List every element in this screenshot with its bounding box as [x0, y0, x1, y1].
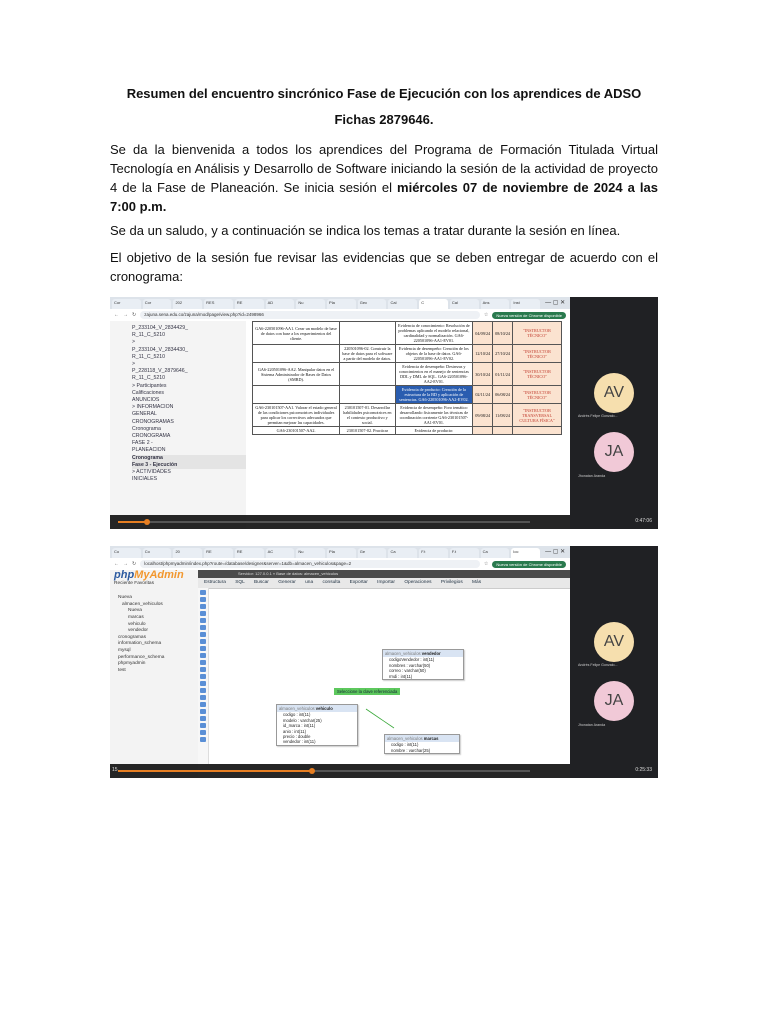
tree-item: performance_schema	[118, 654, 165, 660]
table-cell: Evidencia de desempeño: Foro temático desarrollando fisicamente las técnicas de coordinación corriente GA6-230101507-AA1-EV01.	[395, 404, 473, 427]
pma-tabs: Estructura SQL Buscar Generar una consulta Exportar Importar Operaciones Privilegios Más	[198, 578, 570, 589]
table-cell: GA6-220501096-AA1. Crear un modelo de base de datos con base a los requerimientos del cliente.	[253, 322, 340, 345]
table-cell: "INSTRUCTOR TÉCNICO"	[513, 345, 562, 363]
paragraph-welcome	[110, 140, 658, 216]
cronograma-table-area	[246, 321, 570, 529]
sidebar-item: PLANEACIÓN	[132, 447, 166, 454]
browser-tab: Ans	[481, 299, 510, 309]
browser-tab: Cor	[112, 299, 141, 309]
chrome-update-button: Nueva versión de Chrome disponible	[492, 312, 566, 319]
course-sidebar	[110, 321, 246, 529]
paragraph-welcome-text: Se da la bienvenida a todos los aprendices del Programa de Formación Titulada Virtual Tecnología en Análisis y Desarrollo de Software iniciando la sesión de la actividad de proyecto 4 de la Fase de Planeación. Se inicia sesión el	[110, 142, 658, 195]
participant-name: Jhonatan Aranda	[578, 474, 606, 478]
video-progress-knob	[144, 519, 150, 525]
video-progress	[118, 770, 530, 772]
table-column: codigo : int(11)	[283, 712, 311, 718]
sidebar-item: Cronograma	[132, 455, 246, 462]
sidebar-item: >	[132, 339, 136, 346]
pma-main	[198, 570, 570, 778]
tree-item: mysql	[118, 647, 131, 653]
table-cell	[253, 386, 340, 404]
video-progress-fill	[118, 770, 312, 772]
sidebar-item: Fase 3 - Ejecución	[132, 462, 246, 469]
sidebar-item: > INFORMACIÓN	[132, 404, 174, 411]
star-icon: ☆	[483, 561, 489, 567]
table-column: anio : int(11)	[283, 728, 306, 734]
browser-tab: Cal	[450, 299, 479, 309]
tree-item: vendedor	[128, 628, 149, 634]
browser-tab: 202	[173, 299, 202, 309]
sidebar-item: CRONOGRAMAS	[132, 418, 174, 425]
screenshot-phpmyadmin	[110, 546, 658, 778]
table-cell: 09/08/24	[473, 404, 493, 427]
table-cell	[340, 386, 395, 404]
participant-name: Jhonatan Aranda	[578, 723, 606, 727]
participants-panel	[570, 546, 658, 778]
breadcrumb: Servidor: 127.0.0.1 » Base de datos: almacen_vehiculos	[198, 570, 570, 578]
table-cell	[340, 322, 395, 345]
sidebar-item: P_228118_V_2879646_	[132, 368, 188, 375]
table-cell: "INSTRUCTOR TRANSVERSAL CULTURA FÍSICA"	[513, 404, 562, 427]
table-header	[383, 650, 463, 657]
sidebar-item: FASE 2 -	[132, 440, 153, 447]
table-name: marcas	[423, 736, 439, 741]
paragraph-objective: El objetivo de la sesión fue revisar las evidencias que se deben entregar de acuerdo con el cronograma:	[110, 250, 658, 284]
forward-icon: →	[123, 561, 128, 567]
browser-window	[110, 546, 570, 778]
table-vehiculo	[276, 704, 358, 746]
browser-window	[110, 297, 570, 529]
browser-tab: Co	[112, 548, 141, 558]
browser-tab: Gec	[358, 299, 387, 309]
avatar: JA	[594, 681, 634, 721]
table-column: modelo : varchar(25)	[283, 717, 322, 723]
table-cell: 01/11/24	[493, 363, 513, 386]
url-field: localhost/phpmyadmin/index.php?route=/database/designer&server=1&db=almacen_vehiculos&page=2	[140, 560, 480, 568]
video-time: 0:47:06	[635, 518, 652, 524]
table-name: vehiculo	[315, 706, 333, 711]
table-row	[253, 322, 562, 345]
table-marcas	[384, 734, 460, 754]
tree-item: almacen_vehiculos	[122, 601, 163, 607]
table-cell: Evidencia de desempeño: Destrezas y conocimientos en el manejo de sentencias DDL y DML de SQL. GA6-220501096-AA2-EV01.	[395, 363, 473, 386]
browser-tab: Ca	[481, 548, 510, 558]
tree-item: marcas	[128, 614, 144, 620]
table-column: rmdi : int(11)	[389, 673, 413, 679]
table-cell: 04/09/24	[473, 322, 493, 345]
sidebar-item: > ACTIVIDADES	[132, 469, 171, 476]
avatar: JA	[594, 432, 634, 472]
back-icon: ←	[114, 312, 119, 318]
reload-icon: ↻	[132, 561, 137, 567]
video-left-label: 15	[112, 767, 118, 773]
tree-item: cronogramas	[118, 634, 146, 640]
tooltip: Seleccione la clave referenciada	[334, 688, 400, 695]
table-row	[253, 386, 562, 404]
table-column: id_marca : int(11)	[283, 723, 316, 729]
tree-item: test	[118, 667, 126, 673]
table-cell: Evidencia de conocimiento: Resolución de problemas aplicando el modelo relacional, cardinalidad y normalización. GA6-220501096-AA1-EV01.	[395, 322, 473, 345]
table-column: correo : varchar(50)	[389, 668, 426, 674]
sidebar-item: > Participantes	[132, 382, 167, 389]
table-cell: 230101507-01. Desarrollar habilidades psicomotrices en el contexto productivo y social.	[340, 404, 395, 427]
browser-tab: F.t	[450, 548, 479, 558]
tree-item: information_schema	[118, 641, 162, 647]
table-cell: 08/10/24	[493, 322, 513, 345]
browser-tab: RE	[235, 548, 264, 558]
browser-tab: Ca	[388, 548, 417, 558]
table-row	[253, 404, 562, 427]
db-tree	[114, 595, 198, 674]
table-cell: 12/10/24	[473, 345, 493, 363]
table-column: codigo : int(11)	[391, 742, 419, 748]
table-column: codigoVendedor : int(11)	[389, 657, 435, 663]
sidebar-item: P_233104_V_2834429_	[132, 325, 188, 331]
table-cell: 06/08/24	[493, 386, 513, 404]
logo-myadmin: MyAdmin	[134, 569, 184, 581]
table-cell	[253, 345, 340, 363]
video-controls	[110, 764, 570, 778]
table-name: vendedor	[421, 651, 441, 656]
tree-item: vehiculo	[128, 621, 146, 627]
table-column: nombre : varchar(25)	[391, 747, 431, 753]
table-header	[385, 735, 459, 742]
tree-item: phpmyadmin	[118, 661, 146, 667]
browser-tab: F.t	[419, 548, 448, 558]
browser-tab: Inst	[511, 299, 540, 309]
table-header	[277, 705, 357, 712]
doc-title: Resumen del encuentro sincrónico Fase de Ejecución con los aprendices de ADSO	[126, 86, 642, 101]
browser-tab: Pla	[327, 299, 356, 309]
video-progress-knob	[309, 768, 315, 774]
browser-tab: RE	[204, 548, 233, 558]
sidebar-item: Cronograma	[132, 425, 161, 432]
table-cell: "INSTRUCTOR TÉCNICO"	[513, 322, 562, 345]
table-cell: 30/10/24	[473, 363, 493, 386]
pma-side-tabs: Reciente Favoritas	[114, 580, 154, 586]
db-prefix: almacen_vehiculos	[385, 651, 421, 656]
table-row	[253, 363, 562, 386]
avatar: AV	[594, 622, 634, 662]
chrome-update-button: Nueva versión de Chrome disponible	[492, 561, 566, 568]
tree-item: Nueva	[128, 608, 142, 614]
sidebar-item: CRONOGRAMA	[132, 433, 171, 440]
video-progress	[118, 521, 530, 523]
sidebar-item: P_233104_V_2834430_	[132, 346, 188, 353]
sidebar-item: Calificaciones	[132, 389, 165, 396]
sidebar-item: R_11_C_5210	[132, 353, 166, 360]
browser-tab: RE	[235, 299, 264, 309]
browser-tab: C	[419, 299, 448, 309]
session-date: miércoles 07 de noviembre de 2024 a las 7:00 p.m.	[110, 180, 658, 214]
browser-tab: RES	[204, 299, 233, 309]
browser-tab: Nu	[296, 548, 325, 558]
table-column: vendedor : int(11)	[283, 739, 316, 745]
tree-item: Nueva	[118, 595, 132, 601]
pma-sidebar	[110, 570, 198, 778]
forward-icon: →	[123, 312, 128, 318]
db-prefix: almacen_vehiculos	[387, 736, 423, 741]
participant-name: Andrés Felipe Gonzalo...	[578, 663, 618, 667]
browser-tab: Co	[143, 548, 172, 558]
table-row	[253, 345, 562, 363]
table-cell	[473, 427, 493, 435]
table-cell	[340, 363, 395, 386]
window-controls: — ▢ ✕	[545, 549, 566, 555]
table-cell: 220501096-02. Construir la base de datos para el software a partir del modelo de datos.	[340, 345, 395, 363]
browser-tab: AC	[266, 548, 295, 558]
table-cell	[493, 427, 513, 435]
table-cell: Evidencia de desempeño: Creación de los objetos de la base de datos. GA6-220501096-AA1-EV02.	[395, 345, 473, 363]
table-cell	[513, 427, 562, 435]
table-row	[253, 427, 562, 435]
sidebar-item: >	[132, 361, 136, 368]
browser-tab: Pla	[327, 548, 356, 558]
screenshot-cronograma	[110, 297, 658, 529]
table-cell: Evidencia de producto: Creación de la estructura de la BD y aplicación de sentencias. GA6-220501096-AA2-EV02.	[395, 386, 473, 404]
table-column: nombres : varchar(50)	[389, 662, 431, 668]
sidebar-item: R_11_C_5210	[132, 332, 166, 339]
sidebar-item: INICIALES	[132, 476, 158, 483]
logo-php: php	[114, 569, 135, 581]
browser-tab: 20	[173, 548, 202, 558]
video-controls	[110, 515, 570, 529]
star-icon: ☆	[483, 312, 489, 318]
table-cell: "INSTRUCTOR TÉCNICO"	[513, 386, 562, 404]
table-cell: GA6-230101507-AA2.	[253, 427, 340, 435]
doc-subtitle: Fichas 2879646.	[334, 112, 434, 127]
sidebar-item: ANUNCIOS	[132, 397, 160, 404]
browser-tab: AD	[266, 299, 295, 309]
sidebar-item: R_11_C_5210	[132, 375, 166, 382]
browser-tab: Ge	[358, 548, 387, 558]
back-icon: ←	[114, 561, 119, 567]
relation-line	[366, 709, 394, 728]
table-cell: "INSTRUCTOR TÉCNICO"	[513, 363, 562, 386]
video-time: 0:25:33	[635, 767, 652, 773]
table-cell: GA6-220501096-AA2. Manipular datos en el Sistema Administrador de Bases de Datos (SMBD).	[253, 363, 340, 386]
table-cell: 11/08/24	[493, 404, 513, 427]
participant-name: Andrés Felipe Gonzalo...	[578, 414, 618, 418]
table-column: precio : double	[283, 734, 311, 740]
browser-tab: Cor	[143, 299, 172, 309]
browser-tab: loc	[511, 548, 540, 558]
sidebar-item: GENERAL	[132, 411, 157, 418]
participants-panel	[570, 297, 658, 529]
table-vendedor	[382, 649, 464, 680]
db-prefix: almacen_vehiculos	[279, 706, 315, 711]
reload-icon: ↻	[132, 312, 137, 318]
table-cell: GA6-230101507-AA1. Valorar el estado general de las condiciones psicomotrices individuales para aplicar los correctivos adecuados que permitan mejorar las capacidades.	[253, 404, 340, 427]
url-field: zajuna.sena.edu.co/zajuna/mod/page/view.php?id=2498966	[140, 311, 480, 319]
window-controls: — ▢ ✕	[545, 300, 566, 306]
table-cell: 27/10/24	[493, 345, 513, 363]
table-cell: 02/11/24	[473, 386, 493, 404]
table-cell: Evidencia de producto:	[395, 427, 473, 435]
avatar: AV	[594, 373, 634, 413]
browser-tab: Cal	[388, 299, 417, 309]
phpmyadmin-logo	[114, 569, 198, 581]
video-progress-fill	[118, 521, 147, 523]
tab-bar	[110, 297, 570, 309]
tab-bar	[110, 546, 570, 558]
paragraph-greeting: Se da un saludo, y a continuación se indica los temas a tratar durante la sesión en línea.	[110, 223, 621, 238]
table-cell: 230101507-02. Practicar	[340, 427, 395, 435]
cronograma-table	[252, 321, 562, 435]
browser-tab: Nu	[296, 299, 325, 309]
